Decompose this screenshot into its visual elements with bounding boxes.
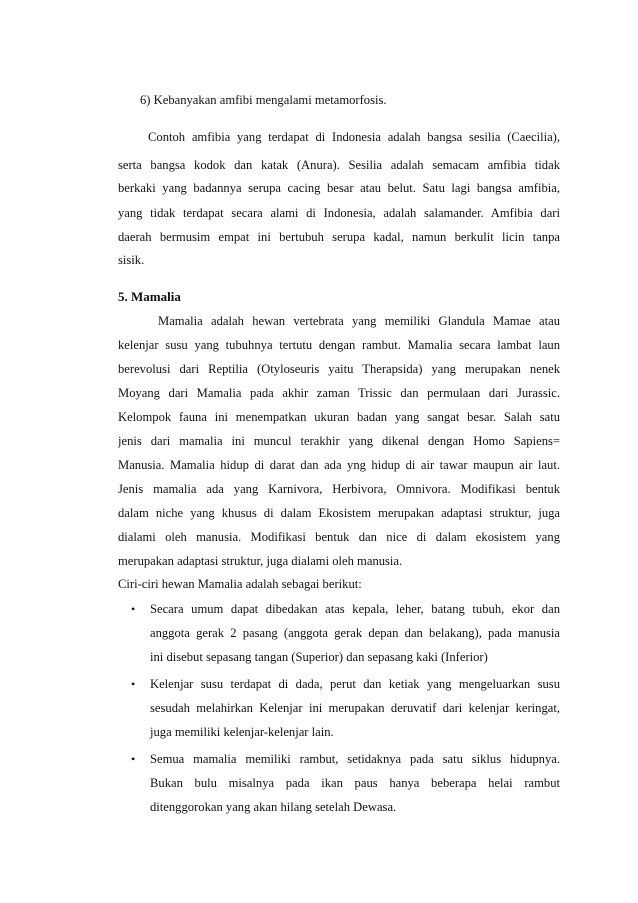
paragraph-amfibi-line: serta bangsa kodok dan katak (Anura). Sesilia adalah semacam amfibia tidak bbox=[118, 158, 560, 172]
paragraph-mamalia-line: jenis dari mamalia ini muncul terakhir yang dikenal dengan Homo Sapiens= bbox=[118, 434, 560, 448]
paragraph-amfibi-line: Contoh amfibia yang terdapat di Indonesia adalah bangsa sesilia (Caecilia), bbox=[148, 130, 560, 144]
bullet-line: Bukan bulu misalnya pada ikan paus hanya beberapa helai rambut bbox=[150, 776, 560, 790]
bullet-icon: • bbox=[131, 677, 136, 691]
bullet-line: sesudah melahirkan Kelenjar ini merupakan deruvatif dari kelenjar keringat, bbox=[150, 701, 560, 715]
paragraph-amfibi-line: daerah bermusim empat ini bertubuh serupa kadal, namun berkulit licin tanpa bbox=[118, 230, 560, 244]
ciri-intro: Ciri-ciri hewan Mamalia adalah sebagai berikut: bbox=[118, 577, 362, 591]
paragraph-amfibi-line: yang tidak terdapat secara alami di Indonesia, adalah salamander. Amfibia dari bbox=[118, 206, 560, 220]
bullet-line: Secara umum dapat dibedakan atas kepala, leher, batang tubuh, ekor dan bbox=[150, 602, 560, 616]
paragraph-mamalia-line: Jenis mamalia ada yang Karnivora, Herbivora, Omnivora. Modifikasi bentuk bbox=[118, 482, 560, 496]
bullet-line: juga memiliki kelenjar-kelenjar lain. bbox=[150, 725, 334, 739]
bullet-line: Kelenjar susu terdapat di dada, perut dan ketiak yang mengeluarkan susu bbox=[150, 677, 560, 691]
paragraph-mamalia-line: Moyang dari Mamalia pada akhir zaman Trissic dan permulaan dari Jurassic. bbox=[118, 386, 560, 400]
paragraph-mamalia-line: kelenjar susu yang tubuhnya tertutu dengan rambut. Mamalia secara lambat laun bbox=[118, 338, 560, 352]
paragraph-amfibi-line: sisik. bbox=[118, 253, 145, 267]
bullet-line: Semua mamalia memiliki rambut, setidaknya pada satu siklus hidupnya. bbox=[150, 752, 560, 766]
paragraph-mamalia-line: Kelompok fauna ini menempatkan ukuran badan yang sangat besar. Salah satu bbox=[118, 410, 560, 424]
paragraph-mamalia-line: merupakan adaptasi struktur, juga dialami oleh manusia. bbox=[118, 554, 403, 568]
bullet-icon: • bbox=[131, 752, 136, 766]
paragraph-mamalia-line: Mamalia adalah hewan vertebrata yang memiliki Glandula Mamae atau bbox=[158, 314, 560, 328]
bullet-line: anggota gerak 2 pasang (anggota gerak depan dan belakang), pada manusia bbox=[150, 626, 560, 640]
bullet-icon: • bbox=[131, 602, 136, 616]
list-item-6: 6) Kebanyakan amfibi mengalami metamorfosis. bbox=[140, 93, 387, 107]
paragraph-amfibi-line: berkaki yang badannya serupa cacing besar atau belut. Satu lagi bangsa amfibia, bbox=[118, 181, 560, 195]
section-heading: 5. Mamalia bbox=[118, 289, 181, 304]
paragraph-mamalia-line: berevolusi dari Reptilia (Otyloseuris yaitu Therapsida) yang merupakan nenek bbox=[118, 362, 560, 376]
paragraph-mamalia-line: dalam niche yang khusus di dalam Ekosistem merupakan adaptasi struktur, juga bbox=[118, 506, 560, 520]
paragraph-mamalia-line: dialami oleh manusia. Modifikasi bentuk dan nice di dalam ekosistem yang bbox=[118, 530, 560, 544]
paragraph-mamalia-line: Manusia. Mamalia hidup di darat dan ada yng hidup di air tawar maupun air laut. bbox=[118, 458, 560, 472]
bullet-line: ditenggorokan yang akan hilang setelah Dewasa. bbox=[150, 800, 397, 814]
bullet-line: ini disebut sepasang tangan (Superior) dan sepasang kaki (Inferior) bbox=[150, 650, 488, 664]
